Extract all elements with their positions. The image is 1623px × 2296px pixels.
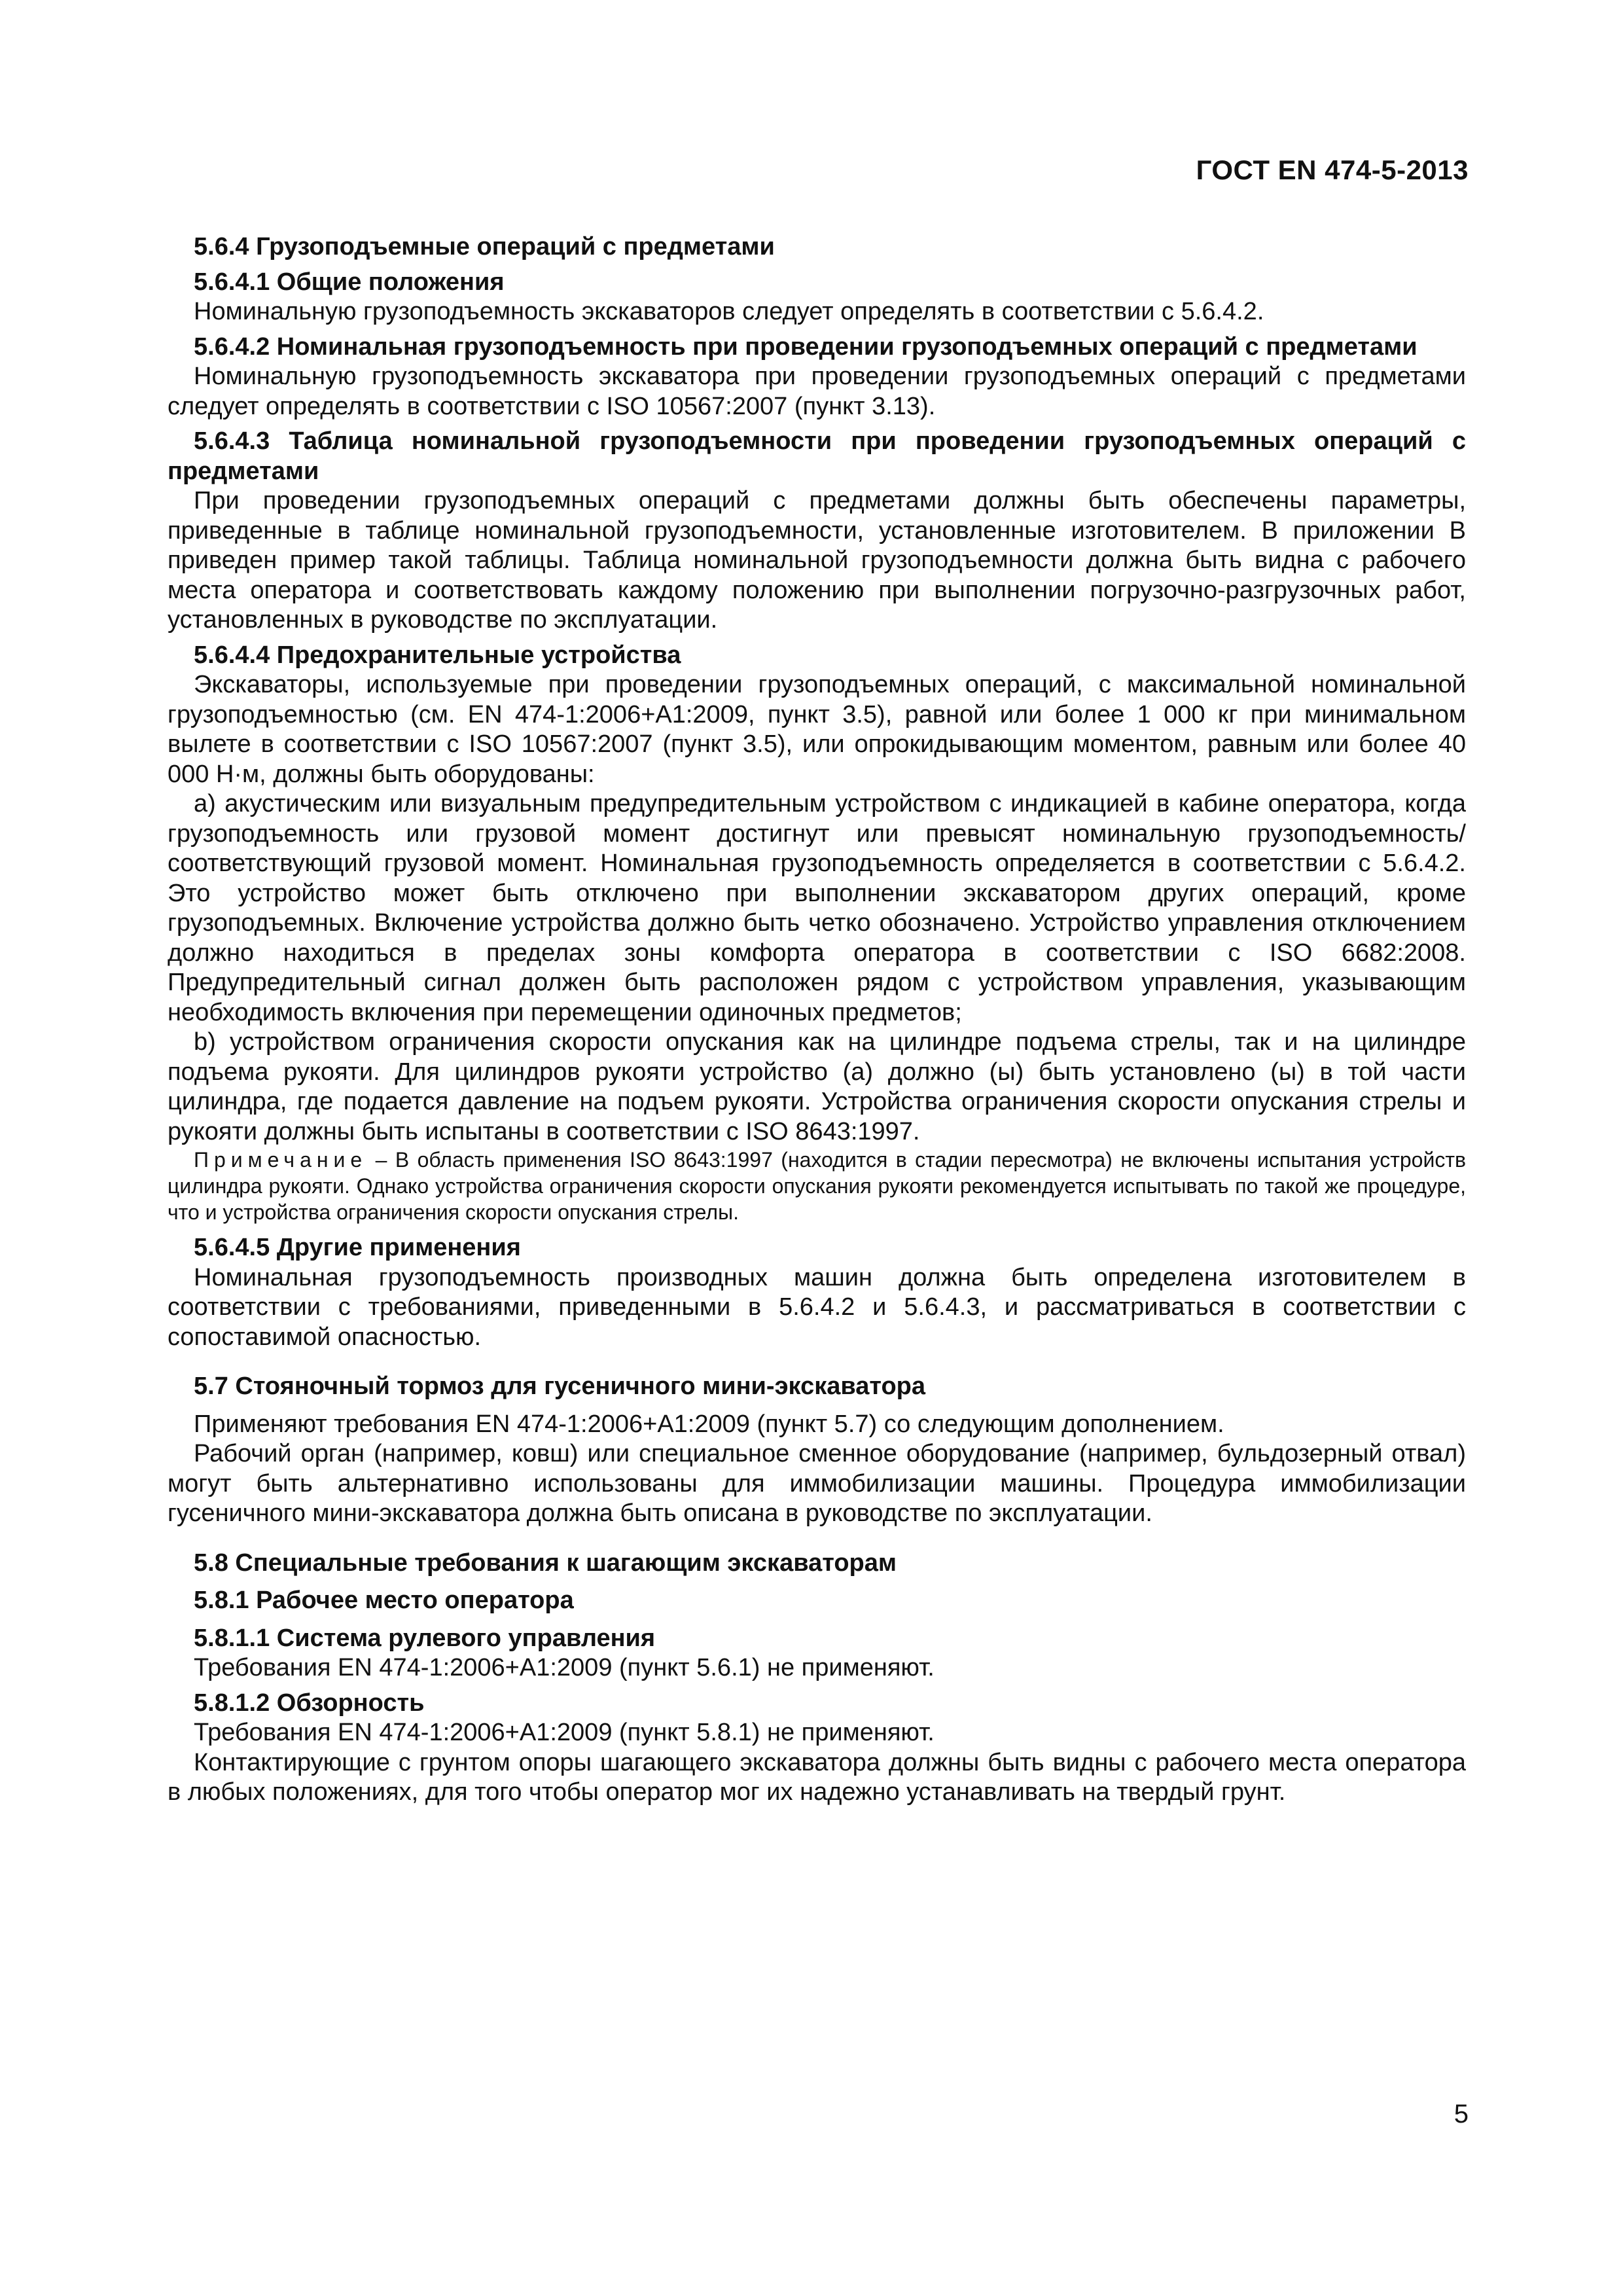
- document-body: [168, 232, 1466, 1808]
- section-5-6-4-4-heading: 5.6.4.4 Предохранительные устройства: [194, 641, 681, 669]
- section-5-6-4-2-heading: 5.6.4.2 Номинальная грузоподъемность при проведении грузоподъемных операций с предметами: [194, 332, 1418, 361]
- page-number: 5: [1454, 2100, 1469, 2128]
- section-5-6-4-5-heading: 5.6.4.5 Другие применения: [194, 1234, 521, 1261]
- section-5-6-4-3-heading: 5.6.4.3 Таблица номинальной грузоподъемности при проведении грузоподъемных операций с предметами: [168, 427, 1466, 485]
- section-5-8-1-1-paragraph: Требования EN 474-1:2006+A1:2009 (пункт 5.6.1) не применяют.: [194, 1654, 935, 1681]
- note-label: Примечание: [194, 1148, 368, 1172]
- section-5-8-heading: 5.8 Специальные требования к шагающим экскаваторам: [194, 1549, 897, 1577]
- section-5-6-4-5-paragraph: Номинальная грузоподъемность производных машин должна быть определена изготовителем в соответствии с требованиями, приведенными в 5.6.4.2 и 5.6.4.3, и рассматриваться в соответствии с сопоставимой опасностью.: [168, 1263, 1466, 1351]
- section-5-7-heading: 5.7 Стояночный тормоз для гусеничного мини-экскаватора: [194, 1372, 926, 1400]
- note-text: – В область применения ISO 8643:1997 (находится в стадии пересмотра) не включены испытания устройств цилиндра рукояти. Однако устройства ограничения скорости опускания рукояти рекомендуется испытывать по такой же процедуре, что и устройства ограничения скорости опускания стрелы.: [168, 1148, 1466, 1224]
- section-5-6-4-1-paragraph: Номинальную грузоподъемность экскаваторов следует определять в соответствии с 5.6.4.2.: [194, 298, 1264, 325]
- section-5-8-1-2-paragraph-1: Требования EN 474-1:2006+A1:2009 (пункт 5.8.1) не применяют.: [194, 1719, 935, 1746]
- section-5-8-1-2-heading: 5.8.1.2 Обзорность: [194, 1689, 425, 1717]
- list-item-b: b) устройством ограничения скорости опускания как на цилиндре подъема стрелы, так и на цилиндре подъема рукояти. Для цилиндров рукояти устройство (а) должно (ы) быть установлено (ы) в той части цилиндра, где подается давление на подъем рукояти. Устройства ограничения скорости опускания стрелы и рукояти должны быть испытаны в соответствии с ISO 8643:1997.: [168, 1028, 1466, 1145]
- note: [168, 1147, 1466, 1225]
- section-5-8-1-2-paragraph-2: Контактирующие с грунтом опоры шагающего экскаватора должны быть видны с рабочего места оператора в любых положениях, для того чтобы оператор мог их надежно устанавливать на твердый грунт.: [168, 1748, 1466, 1806]
- section-5-6-4-1-heading: 5.6.4.1 Общие положения: [194, 268, 505, 296]
- list-item-a: a) акустическим или визуальным предупредительным устройством с индикацией в кабине оператора, когда грузоподъемность или грузовой момент достигнут или превысят номинальную грузоподъемность/соответствующий грузовой момент. Номинальная грузоподъемность определяется в соответствии с 5.6.4.2. Это устройство может быть отключено при выполнении экскаватором других операций, кроме грузоподъемных. Включение устройства должно быть четко обозначено. Устройство управления отключением должно находиться в пределах зоны комфорта оператора в соответствии с ISO 6682:2008. Предупредительный сигнал должен быть расположен рядом с устройством управления, указывающим необходимость включения при перемещении одиночных предметов;: [168, 790, 1466, 1026]
- section-5-6-4-4-paragraph: Экскаваторы, используемые при проведении грузоподъемных операций, с максимальной номинальной грузоподъемностью (см. EN 474-1:2006+A1:2009, пункт 3.5), равной или более 1 000 кг при минимальном вылете в соответствии с ISO 10567:2007 (пункт 3.5), или опрокидывающим моментом, равным или более 40 000 Н·м, должны быть оборудованы:: [168, 671, 1466, 788]
- section-5-8-1-1-heading: 5.8.1.1 Система рулевого управления: [194, 1624, 656, 1652]
- section-5-7-paragraph-2: Рабочий орган (например, ковш) или специальное сменное оборудование (например, бульдозерный отвал) могут быть альтернативно использованы для иммобилизации машины. Процедура иммобилизации гусеничного мини-экскаватора должна быть описана в руководстве по эксплуатации.: [168, 1440, 1466, 1527]
- section-5-6-4-2-paragraph: Номинальную грузоподъемность экскаватора при проведении грузоподъемных операций с предметами следует определять в соответствии с ISO 10567:2007 (пункт 3.13).: [168, 363, 1466, 420]
- section-5-6-4-heading: 5.6.4 Грузоподъемные операций с предметами: [194, 233, 775, 260]
- document-id-header: ГОСТ EN 474-5-2013: [1196, 154, 1469, 185]
- section-5-8-1-heading: 5.8.1 Рабочее место оператора: [194, 1587, 574, 1614]
- section-5-7-paragraph-1: Применяют требования EN 474-1:2006+A1:2009 (пункт 5.7) со следующим дополнением.: [194, 1410, 1224, 1438]
- section-5-6-4-3-paragraph: При проведении грузоподъемных операций с предметами должны быть обеспечены параметры, приведенные в таблице номинальной грузоподъемности, установленные изготовителем. В приложении В приведен пример такой таблицы. Таблица номинальной грузоподъемности должна быть видна с рабочего места оператора и соответствовать каждому положению при выполнении погрузочно-разгрузочных работ, установленных в руководстве по эксплуатации.: [168, 487, 1466, 634]
